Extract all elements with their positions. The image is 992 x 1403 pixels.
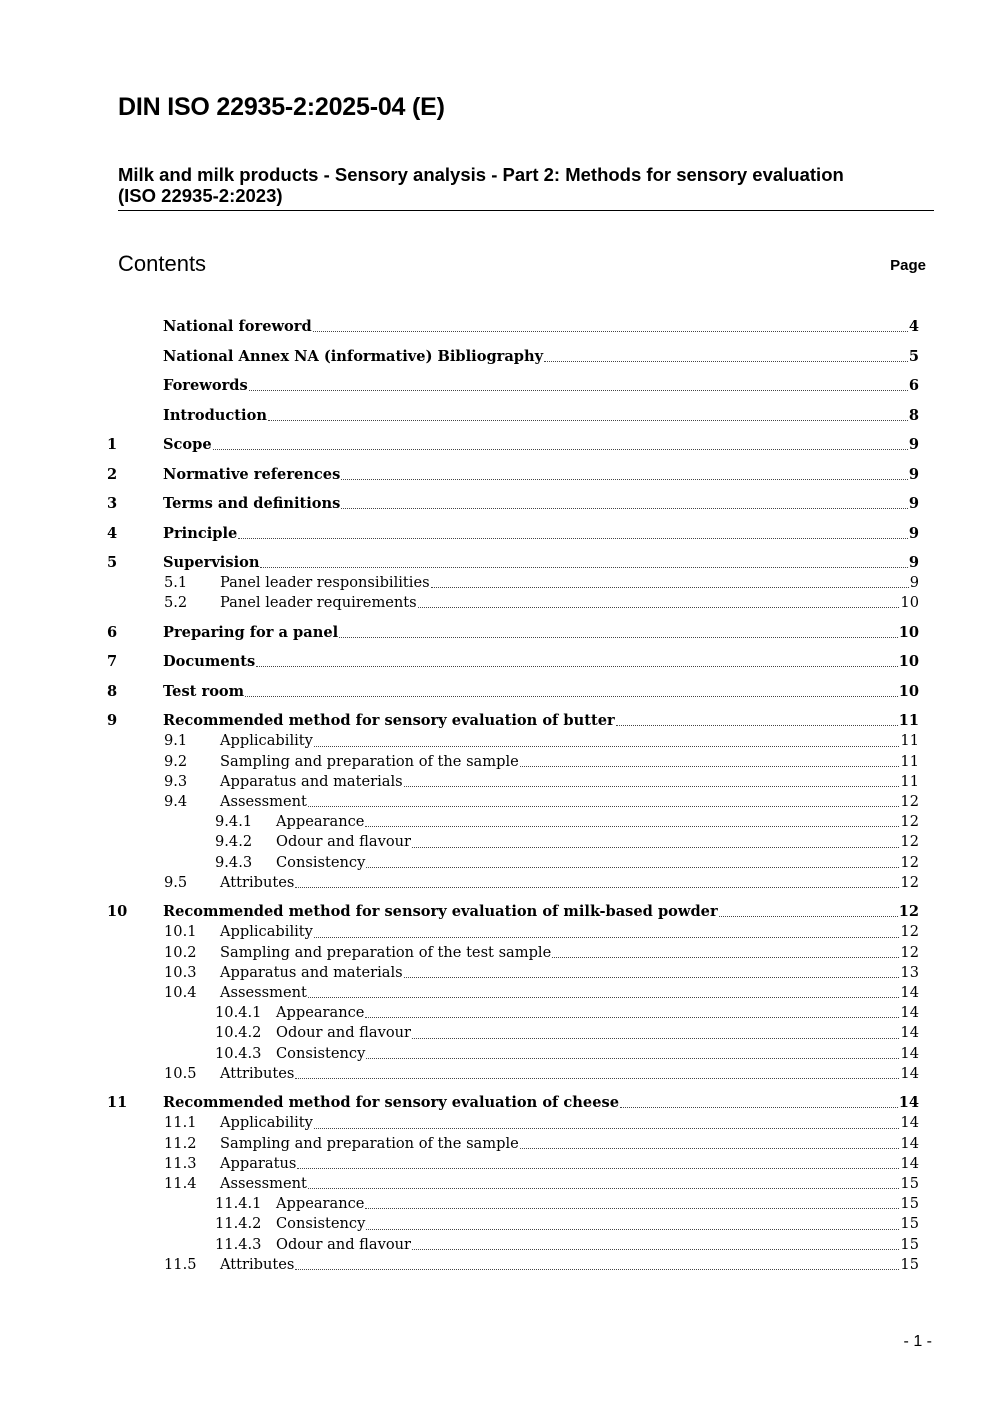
toc-entry-number: 2 [107, 465, 118, 483]
toc-entry[interactable] [107, 552, 919, 573]
toc-entry-number: 3 [107, 495, 118, 512]
toc-entry-title: Sampling and preparation of the test sample [220, 943, 552, 961]
toc-entry-page: 14 [900, 1024, 919, 1042]
toc-group [107, 552, 919, 613]
toc-dot-leader [412, 1037, 899, 1039]
toc-entry-number: 10.1 [164, 923, 197, 941]
toc-group [107, 710, 919, 893]
toc-dot-leader [520, 1147, 900, 1149]
toc-entry[interactable] [107, 922, 919, 942]
toc-entry-title: Recommended method for sensory evaluation of milk-based powder [163, 903, 718, 921]
toc-entry-title: Forewords [163, 377, 248, 394]
toc-entry-number: 11.2 [164, 1134, 197, 1152]
toc-entry-page: 6 [908, 377, 919, 394]
toc-dot-leader [366, 1057, 899, 1059]
toc-entry-page: 11 [900, 772, 919, 790]
toc-dot-leader [308, 996, 900, 998]
toc-entry[interactable] [107, 1214, 919, 1234]
toc-entry[interactable] [107, 573, 919, 593]
toc-dot-leader [341, 478, 908, 480]
toc-entry-page: 9 [908, 465, 919, 483]
toc-entry-title: Recommended method for sensory evaluation of cheese [163, 1094, 619, 1112]
toc-entry-page: 11 [898, 712, 919, 730]
toc-entry[interactable] [107, 1092, 919, 1113]
toc-dot-leader [404, 976, 900, 978]
toc-dot-leader [213, 448, 908, 450]
toc-entry-number: 9.3 [164, 772, 188, 790]
toc-entry-title: Introduction [163, 406, 267, 424]
toc-entry-page: 12 [900, 813, 919, 831]
toc-entry-number: 9.4.2 [215, 833, 253, 851]
toc-entry-title: Sampling and preparation of the sample [220, 752, 519, 770]
toc-entry-title: Apparatus and materials [220, 963, 403, 981]
toc-entry-page: 14 [900, 1114, 919, 1132]
toc-group [107, 651, 919, 672]
toc-entry[interactable] [107, 1003, 919, 1023]
toc-entry[interactable] [107, 405, 919, 426]
toc-entry-page: 12 [900, 923, 919, 941]
toc-dot-leader [341, 507, 907, 509]
toc-entry-title: Documents [163, 653, 256, 671]
toc-dot-leader [295, 1077, 899, 1079]
toc-entry-page: 9 [909, 574, 919, 591]
toc-dot-leader [295, 886, 899, 888]
toc-entry-page: 8 [908, 406, 919, 424]
toc-entry-title: Consistency [276, 1044, 366, 1062]
toc-dot-leader [366, 1228, 899, 1230]
toc-entry[interactable] [107, 434, 919, 455]
toc-group [107, 346, 919, 367]
toc-entry-page: 11 [900, 752, 919, 770]
toc-entry[interactable] [107, 375, 919, 396]
toc-entry-title: Attributes [220, 1064, 295, 1082]
toc-dot-leader [313, 330, 908, 332]
toc-dot-leader [366, 866, 899, 868]
toc-entry-title: Applicability [220, 732, 313, 750]
toc-entry-title: Assessment [220, 792, 307, 810]
toc-group [107, 901, 919, 1084]
toc-dot-leader [314, 1127, 900, 1129]
toc-entry[interactable] [107, 316, 919, 337]
toc-dot-leader [616, 724, 898, 726]
toc-entry[interactable] [107, 493, 919, 514]
toc-dot-leader [365, 1016, 899, 1018]
toc-entry[interactable] [107, 731, 919, 751]
toc-entry-number: 10.4 [164, 983, 197, 1001]
toc-dot-leader [314, 936, 900, 938]
toc-entry-title: Consistency [276, 1215, 366, 1233]
toc-group [107, 493, 919, 514]
toc-entry-number: 5 [107, 554, 118, 571]
toc-entry-page: 15 [900, 1215, 919, 1233]
toc-entry-page: 15 [900, 1174, 919, 1192]
toc-entry-page: 15 [900, 1255, 919, 1273]
toc-entry-title: Appearance [276, 1195, 365, 1213]
toc-entry-page: 9 [908, 495, 919, 512]
toc-entry[interactable] [107, 1044, 919, 1064]
toc-dot-leader [339, 636, 898, 638]
page-number: - 1 - [903, 1333, 932, 1350]
toc-entry-number: 10.2 [164, 943, 197, 961]
toc-entry-number: 9.4.1 [215, 813, 253, 831]
toc-entry-title: Odour and flavour [276, 1024, 412, 1042]
toc-entry-number: 4 [107, 524, 118, 542]
toc-entry[interactable] [107, 1134, 919, 1154]
toc-entry-page: 12 [900, 792, 919, 810]
contents-heading: Contents [118, 251, 207, 276]
toc-entry-number: 9 [107, 712, 118, 730]
toc-entry-number: 11.4.3 [215, 1235, 262, 1253]
toc-entry-page: 10 [898, 682, 919, 700]
toc-group [107, 681, 919, 702]
toc-entry-number: 9.5 [164, 873, 188, 891]
toc-entry[interactable] [107, 772, 919, 792]
toc-dot-leader [552, 956, 899, 958]
subtitle-line-1: Milk and milk products - Sensory analysis - Part 2: Methods for sensory evaluation [118, 164, 844, 185]
toc-group [107, 523, 919, 544]
toc-dot-leader [620, 1106, 898, 1108]
toc-entry-title: National Annex NA (informative) Bibliography [163, 347, 544, 365]
toc-dot-leader [238, 537, 908, 539]
toc-entry-page: 4 [908, 318, 919, 335]
toc-entry[interactable] [107, 832, 919, 852]
toc-entry-title: National foreword [163, 318, 312, 335]
toc-entry-number: 6 [107, 623, 118, 641]
page-column-heading: Page [890, 257, 926, 274]
toc-entry-title: Terms and definitions [163, 495, 341, 512]
toc-dot-leader [256, 665, 898, 667]
toc-entry-number: 11.5 [164, 1255, 197, 1273]
toc-entry[interactable] [107, 1064, 919, 1084]
toc-entry-title: Apparatus [220, 1154, 297, 1172]
toc-entry[interactable] [107, 963, 919, 983]
toc-entry[interactable] [107, 681, 919, 702]
toc-entry[interactable] [107, 1235, 919, 1255]
toc-dot-leader [365, 825, 899, 827]
toc-entry[interactable] [107, 901, 919, 922]
toc-entry-number: 9.2 [164, 752, 188, 770]
toc-entry[interactable] [107, 873, 919, 893]
toc-entry-title: Applicability [220, 923, 313, 941]
toc-entry-number: 11.3 [164, 1154, 197, 1172]
toc-entry-title: Scope [163, 436, 212, 453]
toc-entry-number: 1 [107, 436, 118, 453]
toc-entry-number: 11.4 [164, 1174, 197, 1192]
toc-dot-leader [308, 1187, 900, 1189]
toc-entry-title: Assessment [220, 1174, 307, 1192]
toc-dot-leader [314, 745, 900, 747]
toc-entry-page: 9 [908, 436, 919, 453]
toc-entry-number: 10.4.3 [215, 1044, 262, 1062]
toc-entry-title: Assessment [220, 983, 307, 1001]
toc-entry[interactable] [107, 622, 919, 643]
toc-entry-title: Attributes [220, 1255, 295, 1273]
toc-entry-number: 10.4.2 [215, 1024, 262, 1042]
toc-entry[interactable] [107, 593, 919, 613]
toc-entry-title: Supervision [163, 554, 260, 571]
toc-entry-page: 10 [900, 594, 919, 612]
toc-entry-page: 12 [900, 873, 919, 891]
toc-entry-number: 11.4.2 [215, 1215, 262, 1233]
toc-entry-page: 11 [900, 732, 919, 750]
toc-entry-page: 15 [900, 1195, 919, 1213]
toc-entry-title: Appearance [276, 813, 365, 831]
toc-entry-number: 7 [107, 653, 118, 671]
toc-entry-page: 12 [900, 833, 919, 851]
toc-entry-title: Consistency [276, 853, 366, 871]
toc-entry[interactable] [107, 1255, 919, 1275]
toc-entry[interactable] [107, 812, 919, 832]
subtitle-line-2: (ISO 22935-2:2023) [118, 185, 283, 206]
toc-entry-page: 10 [898, 653, 919, 671]
toc-entry-title: Sampling and preparation of the sample [220, 1134, 519, 1152]
toc-group [107, 622, 919, 643]
toc-entry-page: 14 [900, 1004, 919, 1022]
toc-dot-leader [418, 606, 900, 608]
toc-entry-title: Applicability [220, 1114, 313, 1132]
toc-dot-leader [295, 1268, 899, 1270]
toc-entry-number: 9.4.3 [215, 853, 253, 871]
toc-group [107, 1092, 919, 1275]
toc-entry-page: 5 [908, 347, 919, 365]
toc-entry-title: Apparatus and materials [220, 772, 403, 790]
toc-entry-title: Attributes [220, 873, 295, 891]
toc-entry-title: Preparing for a panel [163, 623, 339, 641]
toc-entry[interactable] [107, 983, 919, 1003]
table-of-contents [107, 316, 919, 1283]
toc-entry[interactable] [107, 651, 919, 672]
toc-group [107, 405, 919, 426]
toc-entry[interactable] [107, 1154, 919, 1174]
toc-entry-number: 8 [107, 682, 118, 700]
toc-entry-title: Principle [163, 524, 238, 542]
toc-entry-number: 11.1 [164, 1114, 197, 1132]
toc-dot-leader [719, 915, 898, 917]
toc-entry-title: Normative references [163, 465, 341, 483]
toc-entry-page: 9 [908, 554, 919, 571]
toc-entry-page: 14 [900, 983, 919, 1001]
toc-entry[interactable] [107, 710, 919, 731]
toc-entry-page: 13 [900, 963, 919, 981]
toc-group [107, 464, 919, 485]
toc-entry-title: Odour and flavour [276, 1235, 412, 1253]
toc-entry-number: 10.4.1 [215, 1004, 262, 1022]
toc-group [107, 375, 919, 396]
toc-entry-page: 14 [900, 1134, 919, 1152]
header-divider [118, 210, 934, 211]
toc-group [107, 434, 919, 455]
toc-entry[interactable] [107, 853, 919, 873]
toc-entry[interactable] [107, 1023, 919, 1043]
toc-entry-page: 12 [900, 943, 919, 961]
toc-entry-title: Odour and flavour [276, 833, 412, 851]
toc-dot-leader [431, 586, 909, 588]
toc-entry[interactable] [107, 752, 919, 772]
toc-entry-page: 9 [908, 524, 919, 542]
toc-entry-page: 14 [900, 1064, 919, 1082]
toc-entry-title: Panel leader responsibilities [220, 574, 430, 591]
toc-entry-number: 9.4 [164, 792, 188, 810]
toc-entry-number: 11 [107, 1094, 128, 1112]
toc-entry[interactable] [107, 1194, 919, 1214]
toc-entry-number: 9.1 [164, 732, 188, 750]
toc-entry-page: 14 [900, 1044, 919, 1062]
toc-entry-number: 11.4.1 [215, 1195, 262, 1213]
toc-entry-number: 5.1 [164, 574, 188, 591]
toc-dot-leader [245, 695, 898, 697]
toc-entry[interactable] [107, 346, 919, 367]
toc-entry-number: 10.5 [164, 1064, 197, 1082]
toc-entry-page: 14 [900, 1154, 919, 1172]
toc-entry[interactable] [107, 464, 919, 485]
toc-entry-title: Recommended method for sensory evaluation of butter [163, 712, 615, 730]
toc-entry-number: 5.2 [164, 594, 188, 612]
document-title: DIN ISO 22935-2:2025-04 (E) [118, 93, 445, 121]
document-subtitle [118, 164, 933, 206]
toc-dot-leader [412, 1248, 899, 1250]
toc-entry[interactable] [107, 1113, 919, 1133]
toc-dot-leader [249, 389, 908, 391]
toc-entry[interactable] [107, 943, 919, 963]
toc-entry-page: 15 [900, 1235, 919, 1253]
toc-entry-title: Appearance [276, 1004, 365, 1022]
toc-entry[interactable] [107, 1174, 919, 1194]
toc-entry[interactable] [107, 792, 919, 812]
toc-dot-leader [260, 566, 907, 568]
toc-entry-page: 10 [898, 623, 919, 641]
toc-dot-leader [365, 1207, 899, 1209]
toc-dot-leader [520, 765, 900, 767]
toc-entry-title: Test room [163, 682, 245, 700]
toc-dot-leader [297, 1167, 899, 1169]
toc-group [107, 316, 919, 337]
toc-entry-page: 12 [900, 853, 919, 871]
toc-dot-leader [412, 846, 899, 848]
toc-dot-leader [544, 360, 908, 362]
toc-entry-title: Panel leader requirements [220, 594, 417, 612]
toc-entry-page: 12 [898, 903, 919, 921]
toc-entry-number: 10.3 [164, 963, 197, 981]
toc-dot-leader [308, 805, 900, 807]
toc-dot-leader [404, 785, 900, 787]
toc-entry-page: 14 [898, 1094, 919, 1112]
toc-entry[interactable] [107, 523, 919, 544]
toc-entry-number: 10 [107, 903, 128, 921]
toc-dot-leader [268, 419, 908, 421]
